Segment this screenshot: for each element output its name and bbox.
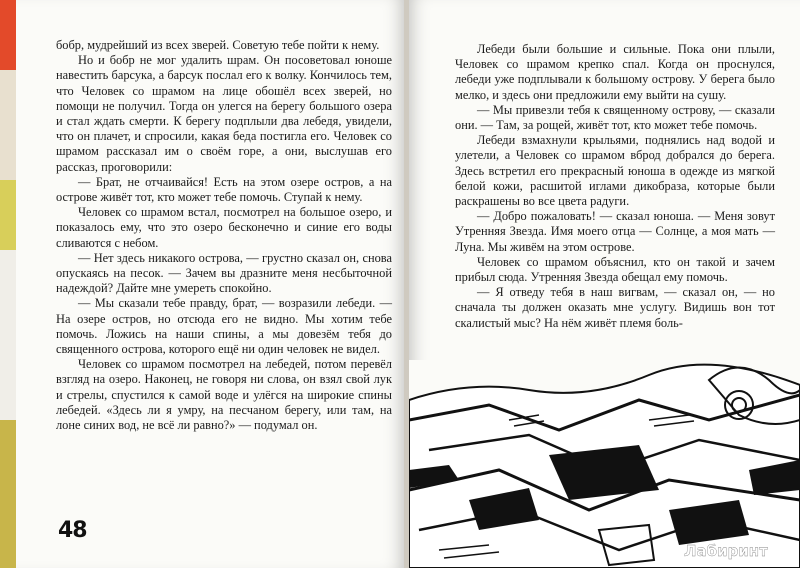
labirint-watermark — [680, 538, 795, 562]
paragraph: Лебеди были большие и сильные. Пока они плыли, Человек со шрамом крепко спал. Когда он проснулся, лебеди уже подплывали к большому острову. У берега было мелко, и здесь они предложили ему выйти на сушу. — [455, 42, 775, 102]
watermark-text: Лабиринт — [684, 542, 768, 560]
paragraph: Человек со шрамом объяснил, кто он такой и зачем прибыл сюда. Утренняя Звезда обещал ему помочь. — [455, 254, 775, 285]
landscape-illustration — [409, 360, 800, 568]
paragraph: Человек со шрамом встал, посмотрел на большое озеро, и показалось ему, что это озеро бесконечно и синие его воды сливаются с небом. — [56, 205, 392, 250]
paragraph: Но и бобр не мог удалить шрам. Он посоветовал юноше навестить барсука, а барсук послал его к волку. Кончилось тем, что Человек со шрамом на лице обошёл всех зверей, но помощи не получил. Тогда он улегся на берегу большого озера и стал ждать смерти. К берегу подплыли два лебедя, увидели, что он плачет, и спросили, какая беда постигла его. Человек со шрамом рассказал им о своём горе, а они, выслушав его рассказ, проговорили: — [56, 53, 392, 174]
paragraph: Лебеди взмахнули крыльями, поднялись над водой и улетели, а Человек со шрамом вброд добрался до берега. Здесь встретил его прекрасный юноша в одежде из мягкой белой кожи, расшитой иглами дикобраза, которые были раскрашены во все цвета радуги. — [455, 133, 775, 209]
book-edge — [0, 0, 16, 568]
paragraph: — Мы сказали тебе правду, брат, — возразили лебеди. — На озере остров, но отсюда его не видно. Мы хотим тебе помочь. Ложись на наши спины, а мы довезём тебя до священного острова, которого ещё ни один человек не видел. — [56, 296, 392, 357]
paragraph: — Добро пожаловать! — сказал юноша. — Меня зовут Утренняя Звезда. Имя моего отца — Солнце, а моя мать — Луна. Мы живём на этом острове. — [455, 209, 775, 254]
paragraph: бобр, мудрейший из всех зверей. Советую тебе пойти к нему. — [56, 38, 380, 52]
paragraph: — Мы привезли тебя к священному острову, — сказали они. — Там, за рощей, живёт тот, кто может тебе помочь. — [455, 102, 775, 133]
page-number: 48 — [58, 518, 87, 543]
paragraph: Человек со шрамом посмотрел на лебедей, потом перевёл взгляд на озеро. Наконец, не говоря ни слова, он взял свой лук и стрелы, спустился к самой воде и улёгся на широкие спины лебедей. «Здесь ли я умру, на песчаном берегу, или там, на лоне синих вод, не всё ли равно?» — подумал он. — [56, 357, 392, 433]
paragraph: — Нет здесь никакого острова, — грустно сказал он, снова опускаясь на песок. — Зачем вы дразните меня несбыточной надеждой? Дайте мне умереть спокойно. — [56, 250, 392, 296]
right-page-text — [455, 42, 775, 331]
paragraph: — Брат, не отчаивайся! Есть на этом озере остров, а на острове живёт тот, кто может тебе помочь. Ступай к нему. — [56, 174, 392, 205]
paragraph: — Я отведу тебя в наш вигвам, — сказал он, — но сначала ты должен оказать мне услугу. Видишь вон тот скалистый мыс? На нём живёт племя боль- — [455, 285, 775, 330]
left-page-text — [56, 38, 392, 433]
